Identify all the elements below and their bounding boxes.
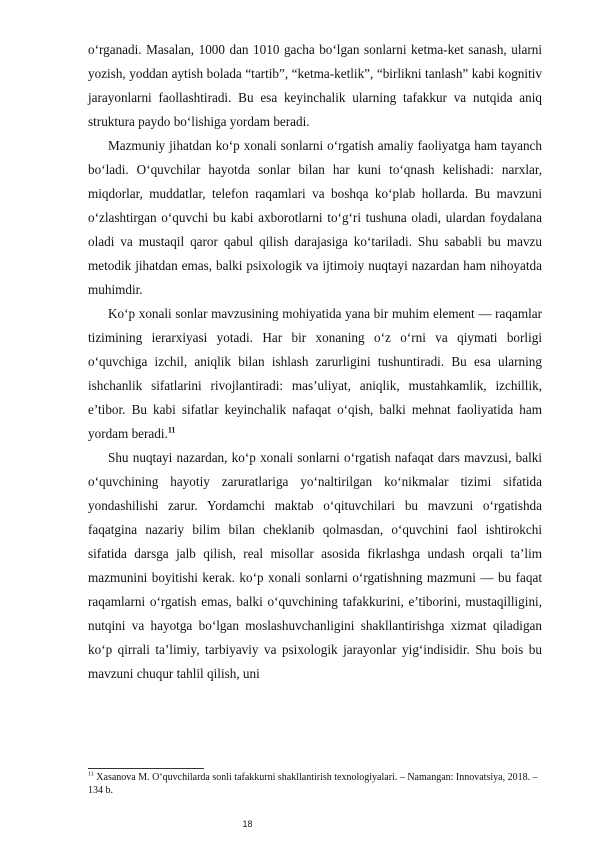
paragraph-3-text: Ko‘p xonali sonlar mavzusining mohiyatida yana bir muhim element — raqamlar tizimining ierarxiyasi yotadi. Har bir xonaning o‘z o‘rni va qiymati borligi o‘quvchiga izchil, aniqlik bilan ishlash zarurligini tushuntiradi. Bu esa ularning ishchanlik sifatlarini rivojlantiradi: mas’uliyat, aniqlik, mustahkamlik, izchillik, e’tibor. Bu kabi sifatlar keyinchalik nafaqat o‘qish, balki mehnat faoliyatida ham yordam beradi. [88, 306, 542, 441]
body-text [88, 38, 542, 686]
page-number: 18 [242, 819, 253, 829]
footnote-number: 11 [88, 771, 94, 778]
footnote-divider [88, 768, 204, 769]
footnote [88, 771, 542, 797]
paragraph-3 [88, 302, 542, 446]
footnote-text: Xasanova M. O‘quvchilarda sonli tafakkurni shakllantirish texnologiyalari. – Namangan: Innovatsiya, 2018. – 134 b. [88, 772, 538, 796]
paragraph-2: Mazmuniy jihatdan ko‘p xonali sonlarni o‘rgatish amaliy faoliyatga ham tayanch bo‘ladi. O‘quvchilar hayotda sonlar bilan har kuni to‘qnash kelishadi: narxlar, miqdorlar, muddatlar, telefon raqamlari va boshqa ko‘plab hollarda. Bu mavzuni o‘zlashtirgan o‘quvchi bu kabi axborotlarni to‘g‘ri tushuna oladi, ulardan foydalana oladi va mustaqil qaror qabul qilish darajasiga ko‘tariladi. Shu sababli bu mavzu metodik jihatdan emas, balki psixologik va ijtimoiy nuqtayi nazardan ham nihoyatda muhimdir. [88, 138, 542, 297]
paragraph-4: Shu nuqtayi nazardan, ko‘p xonali sonlarni o‘rgatish nafaqat dars mavzusi, balki o‘quvchining hayotiy zaruratlariga yo‘naltirilgan ko‘nikmalar tizimi sifatida yondashilishi zarur. Yordamchi maktab o‘qituvchilari bu mavzuni o‘rgatishda faqatgina nazariy bilim bilan cheklanib qolmasdan, o‘quvchini faol ishtirokchi sifatida darsga jalb qilish, real misollar asosida fikrlashga undash orqali ta’lim mazmunini boyitishi kerak. ko‘p xonali sonlarni o‘rgatishning mazmuni — bu faqat raqamlarni o‘rgatish emas, balki o‘quvchining tafakkurini, e’tiborini, mustaqilligini, nutqini va hayotga bo‘lgan moslashuvchanligini shakllantirishga xizmat qiladigan ko‘p qirrali ta’limiy, tarbiyaviy va psixologik jarayonlar yig‘indisidir. Shu bois bu mavzuni chuqur tahlil qilish, uni [88, 450, 542, 681]
footnote-reference: 11 [167, 425, 176, 435]
paragraph-1: o‘rganadi. Masalan, 1000 dan 1010 gacha bo‘lgan sonlarni ketma-ket sanash, ularni yozish, yoddan aytish bolada “tartib”, “ketma-ketlik”, “birlikni tanlash” kabi kognitiv jarayonlarni faollashtiradi. Bu esa keyinchalik ularning tafakkur va nutqida aniq struktura paydo bo‘lishiga yordam beradi. [88, 42, 542, 129]
